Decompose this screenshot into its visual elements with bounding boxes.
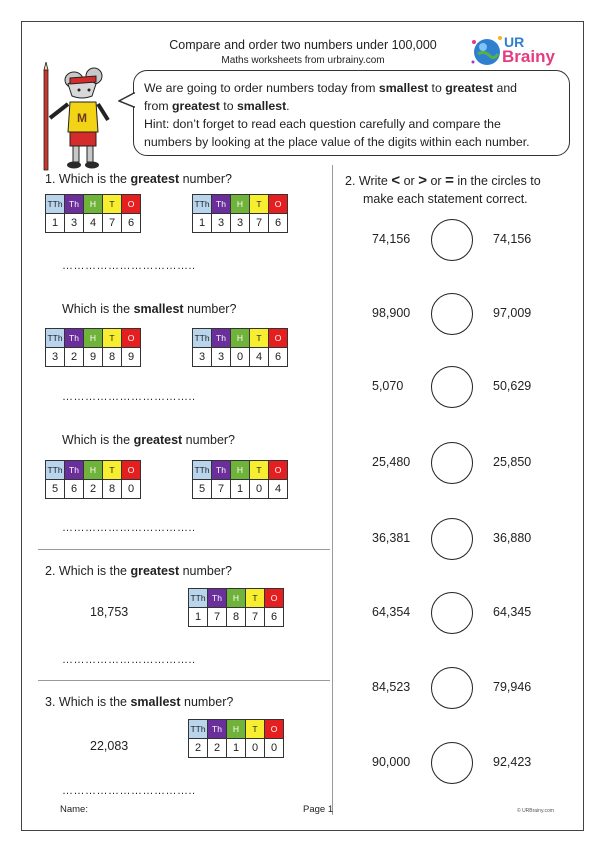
q3-number-value: 22,083	[90, 739, 129, 753]
logo-text-bottom: Brainy	[502, 47, 555, 66]
column-divider	[332, 165, 333, 815]
answer-circle[interactable]	[431, 518, 473, 560]
q1-part3-prompt: Which is the greatest number?	[62, 433, 236, 447]
place-value-table-q2: TTh Th H T O 1 7 8 7 6	[188, 588, 284, 627]
place-value-table-q1-2a: TTh Th H T O 3 2 9 8 9	[45, 328, 141, 367]
answer-circle[interactable]	[431, 667, 473, 709]
copyright: © URBrainy.com	[517, 808, 554, 814]
hint-line-2: numbers by looking at the place value of the digits within each number.	[144, 135, 530, 149]
q2-prompt: 2. Which is the greatest number?	[45, 564, 232, 578]
q1-part2-prompt: Which is the smallest number?	[62, 302, 237, 316]
greater-than-symbol: >	[418, 172, 427, 189]
place-value-table-q1-3a: TTh Th H T O 5 6 2 8 0	[45, 460, 141, 499]
compare-instructions: 2. Write < or > or = in the circles to make each statement correct.	[345, 172, 541, 206]
place-value-table-q1-2b: TTh Th H T O 3 3 0 4 6	[192, 328, 288, 367]
answer-circle[interactable]	[431, 742, 473, 784]
intro-line-1: We are going to order numbers today from smallest to greatest and	[144, 81, 517, 95]
hint-line-1: Hint: don’t forget to read each question carefully and compare the	[144, 117, 501, 131]
urbrainy-logo	[470, 32, 560, 72]
less-than-symbol: <	[391, 172, 401, 189]
place-value-table-q3: TTh Th H T O 2 2 1 0 0	[188, 719, 284, 758]
q3-prompt: 3. Which is the smallest number?	[45, 695, 234, 709]
answer-line[interactable]: ……………………………..	[62, 785, 196, 797]
answer-circle[interactable]	[431, 219, 473, 261]
page-number: Page 1	[303, 804, 334, 815]
intro-speech-bubble	[133, 70, 570, 156]
answer-circle[interactable]	[431, 366, 473, 408]
answer-line[interactable]: ……………………………..	[62, 391, 196, 403]
answer-line[interactable]: ……………………………..	[62, 654, 196, 666]
place-value-table-q1-1b: TTh Th H T O 1 3 3 7 6	[192, 194, 288, 233]
intro-line-2: from greatest to smallest.	[144, 99, 290, 113]
answer-circle[interactable]	[431, 442, 473, 484]
name-label: Name:	[60, 804, 88, 815]
place-value-table-q1-1a: TTh Th H T O 1 3 4 7 6	[45, 194, 141, 233]
q2-number-value: 18,753	[90, 605, 129, 619]
bubble-tail	[118, 92, 136, 108]
answer-circle[interactable]	[431, 293, 473, 335]
section-divider-1	[38, 549, 330, 550]
svg-text:M: M	[77, 111, 87, 125]
answer-circle[interactable]	[431, 592, 473, 634]
q1-part1-prompt: 1. Which is the greatest number?	[45, 172, 232, 186]
worksheet-title: Compare and order two numbers under 100,000	[169, 38, 437, 52]
logo-text-top: UR	[504, 34, 525, 50]
place-value-table-q1-3b: TTh Th H T O 5 7 1 0 4	[192, 460, 288, 499]
equals-symbol: =	[445, 172, 454, 189]
mouse-mascot-illustration	[30, 62, 120, 172]
answer-line[interactable]: ……………………………..	[62, 260, 196, 272]
worksheet-subtitle: Maths worksheets from urbrainy.com	[221, 55, 385, 66]
answer-line[interactable]: ……………………………..	[62, 522, 196, 534]
section-divider-2	[38, 680, 330, 681]
